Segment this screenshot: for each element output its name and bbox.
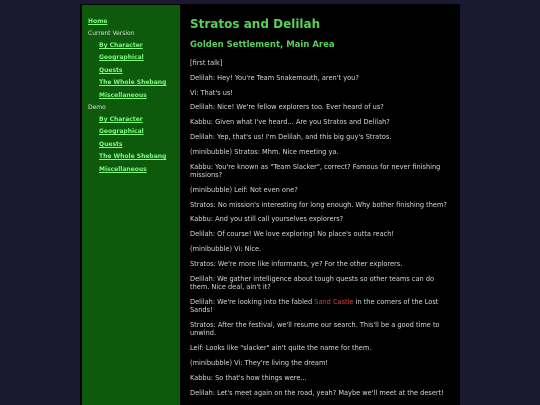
current-whole-shebang-link[interactable]: The Whole Shebang <box>99 79 167 87</box>
main-content <box>184 5 454 405</box>
home-link[interactable]: Home <box>88 18 108 25</box>
current-geographical-link[interactable]: Geographical <box>99 54 144 62</box>
dialogue-line: Delilah: Yep, that's us! I'm Delilah, and this big guy's Stratos. <box>190 132 392 141</box>
dialogue-line: Delilah: Hey! You're Team Snakemouth, aren't you? <box>190 73 359 82</box>
demo-quests-link[interactable]: Quests <box>99 140 123 148</box>
sidebar-nav <box>82 5 180 405</box>
dialogue-line: Leif: Looks like "slacker" ain't quite the name for them. <box>190 344 372 353</box>
demo-miscellaneous-link[interactable]: Miscellaneous <box>99 165 147 173</box>
current-by-character-link[interactable]: By Character <box>99 42 143 49</box>
dialogue-line: Kabbu: Given what I've heard... Are you Stratos and Delilah? <box>190 118 390 127</box>
dialogue-list <box>190 59 454 397</box>
demo-links <box>82 114 180 176</box>
dialogue-line: Vi: That's us! <box>190 88 233 97</box>
dialogue-line: Kabbu: So that's how things were... <box>190 373 307 382</box>
section-heading-demo: Demo <box>88 104 106 112</box>
current-quests-link[interactable]: Quests <box>99 66 123 74</box>
dialogue-line: (minibubble) Vi: They're living the dream! <box>190 358 329 367</box>
dialogue-line: Delilah: Let's meet again on the road, yeah? Maybe we'll meet at the desert! <box>190 388 444 397</box>
dialogue-line: Stratos: We're more like informants, ye? For the other explorers. <box>190 259 403 268</box>
dialogue-text: Delilah: We're looking into the fabled <box>190 297 315 306</box>
dialogue-line: Stratos: No mission's interesting for long enough. Why bother finishing them? <box>190 200 447 209</box>
demo-whole-shebang-link[interactable]: The Whole Shebang <box>99 153 167 161</box>
dialogue-line: Delilah: We gather intelligence about tough quests so other teams can do them. Nice deal, ain't it? <box>190 274 435 291</box>
demo-geographical-link[interactable]: Geographical <box>99 128 144 136</box>
page-subtitle: Golden Settlement, Main Area <box>190 40 335 50</box>
dialogue-line: Delilah: Of course! We love exploring! No place's outta reach! <box>190 230 395 239</box>
dialogue-text: in the corners of the Lost Sands! <box>190 297 439 315</box>
page-title: Stratos and Delilah <box>190 17 321 31</box>
sand-castle-highlight: Sand Castle <box>314 297 354 306</box>
current-miscellaneous-link[interactable]: Miscellaneous <box>99 91 147 99</box>
dialogue-line: [first talk] <box>190 59 223 67</box>
dialogue-line: (minibubble) Vi: Nice. <box>190 244 262 253</box>
current-version-links <box>82 40 180 102</box>
dialogue-line: (minibubble) Leif: Not even one? <box>190 185 298 194</box>
demo-by-character-link[interactable]: By Character <box>99 116 143 124</box>
dialogue-line: Delilah: Nice! We're fellow explorers too. Ever heard of us? <box>190 103 384 112</box>
dialogue-line: Kabbu: And you still call yourselves explorers? <box>190 215 344 224</box>
dialogue-line <box>190 298 454 315</box>
section-heading-current-version: Current Version <box>88 30 135 37</box>
dialogue-line: Stratos: After the festival, we'll resume our search. This'll be a good time to unwind. <box>190 320 440 338</box>
dialogue-line: (minibubble) Stratos: Mhm. Nice meeting ya. <box>190 147 339 156</box>
dialogue-line: Kabbu: You're known as "Team Slacker", correct? Famous for never finishing missions? <box>190 162 441 179</box>
